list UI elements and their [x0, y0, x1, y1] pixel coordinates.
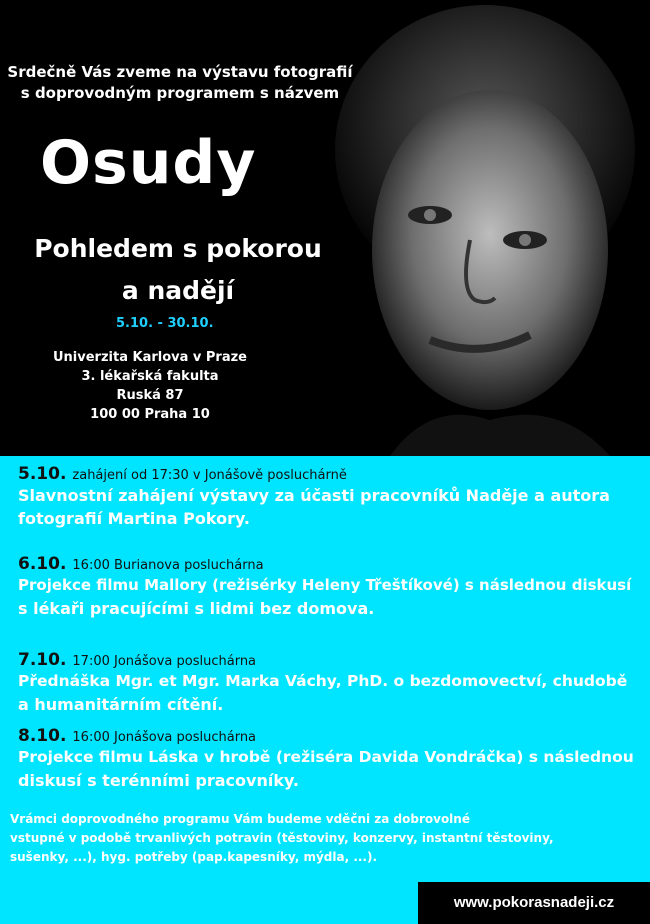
invite-line: s doprovodným programem s názvem: [20, 84, 340, 102]
program-section: [0, 456, 650, 924]
event-item: [18, 464, 610, 530]
event-date: 8.10.: [18, 726, 67, 746]
event-info: 17:00 Jonášova posluchárna: [72, 654, 257, 669]
poster-title: Osudy: [40, 128, 257, 198]
invite-line: Srdečně Vás zveme na výstavu fotografií: [7, 63, 353, 81]
donation-note: [10, 810, 640, 867]
event-info: 16:00 Jonášova posluchárna: [72, 730, 257, 745]
poster-header: [0, 0, 650, 456]
venue-address: [0, 348, 300, 424]
event-date: 5.10.: [18, 464, 67, 484]
poster-subtitle: [0, 228, 356, 312]
note-line: vstupné v podobě trvanlivých potravin (těstoviny, konzervy, instantní těstoviny,: [10, 831, 554, 845]
event-desc: fotografií Martina Pokory.: [18, 509, 250, 528]
event-info: zahájení od 17:30 v Jonášově posluchárně: [72, 468, 347, 483]
address-line: 3. lékařská fakulta: [81, 369, 219, 384]
event-desc: a humanitárním cítění.: [18, 695, 224, 714]
address-line: Ruská 87: [116, 388, 184, 403]
event-item: [18, 726, 634, 792]
event-desc: Slavnostní zahájení výstavy za účasti pracovníků Naděje a autora: [18, 486, 610, 505]
note-line: Vrámci doprovodného programu Vám budeme vděčni za dobrovolné: [10, 812, 470, 826]
address-line: 100 00 Praha 10: [90, 407, 210, 422]
event-item: [18, 650, 627, 716]
exhibition-dates: 5.10. - 30.10.: [116, 316, 214, 331]
event-date: 7.10.: [18, 650, 67, 670]
event-info: 16:00 Burianova posluchárna: [72, 558, 264, 573]
event-desc: s lékaři pracujícími s lidmi bez domova.: [18, 599, 375, 618]
subtitle-line: Pohledem s pokorou: [34, 234, 322, 263]
event-desc: Přednáška Mgr. et Mgr. Marka Váchy, PhD. o bezdomovectví, chudobě: [18, 672, 628, 690]
event-date: 6.10.: [18, 554, 67, 574]
event-desc: diskusí s terénními pracovníky.: [18, 771, 299, 790]
event-desc: Projekce filmu Láska v hrobě (režiséra Davida Vondráčka) s následnou: [18, 748, 634, 766]
subtitle-line: a nadějí: [121, 276, 235, 305]
event-item: [18, 554, 631, 620]
portrait-photo: [310, 0, 650, 456]
website-link[interactable]: www.pokorasnadeji.cz: [418, 882, 650, 924]
event-desc: Projekce filmu Mallory (režisérky Heleny Třeštíkové) s následnou diskusí: [18, 576, 632, 594]
address-line: Univerzita Karlova v Praze: [52, 350, 248, 365]
note-line: sušenky, ...), hyg. potřeby (pap.kapesníky, mýdla, ...).: [10, 850, 378, 864]
invitation-text: [0, 62, 360, 104]
